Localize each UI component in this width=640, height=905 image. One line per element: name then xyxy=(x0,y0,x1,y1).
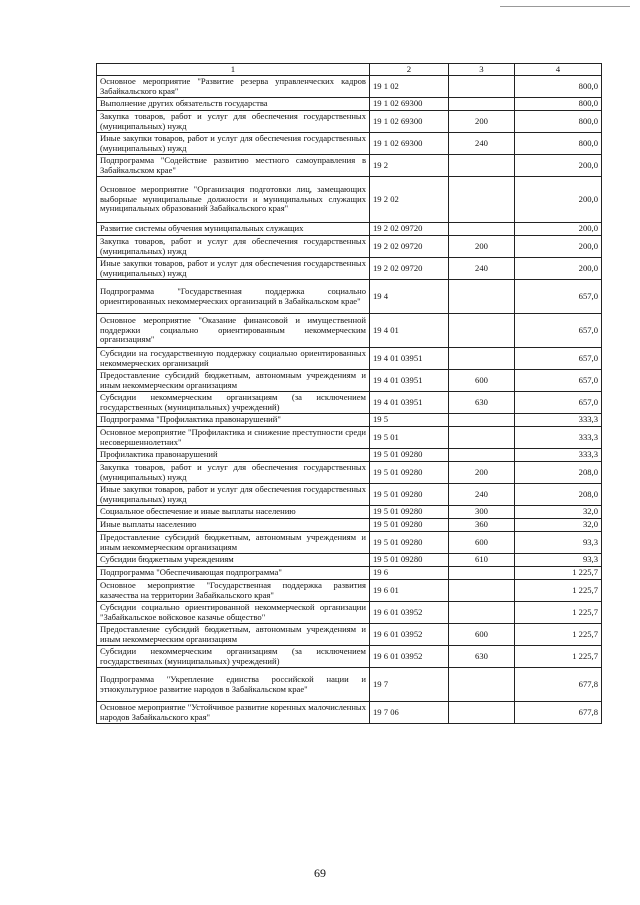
row-name: Подпрограмма "Обеспечивающая подпрограмма" xyxy=(97,567,370,580)
row-amount: 200,0 xyxy=(515,155,602,177)
row-name: Предоставление субсидий бюджетным, автономным учреждениям и иным некоммерческим организациям xyxy=(97,624,370,646)
table-row xyxy=(97,370,602,392)
row-expense-type xyxy=(449,76,515,98)
row-expense-type xyxy=(449,414,515,427)
row-expense-type: 240 xyxy=(449,133,515,155)
row-name: Закупка товаров, работ и услуг для обеспечения государственных (муниципальных) нужд xyxy=(97,462,370,484)
row-name: Иные закупки товаров, работ и услуг для обеспечения государственных (муниципальных) нужд xyxy=(97,258,370,280)
row-amount: 677,8 xyxy=(515,702,602,724)
row-expense-type xyxy=(449,314,515,348)
row-expense-type xyxy=(449,155,515,177)
row-amount: 1 225,7 xyxy=(515,646,602,668)
row-expense-type xyxy=(449,668,515,702)
row-name: Профилактика правонарушений xyxy=(97,449,370,462)
row-expense-type xyxy=(449,702,515,724)
table-row xyxy=(97,702,602,724)
table-row xyxy=(97,484,602,506)
row-amount: 200,0 xyxy=(515,236,602,258)
table-row xyxy=(97,462,602,484)
table-row xyxy=(97,280,602,314)
row-amount: 200,0 xyxy=(515,223,602,236)
row-expense-type: 600 xyxy=(449,624,515,646)
row-expense-type: 600 xyxy=(449,532,515,554)
row-expense-type: 200 xyxy=(449,111,515,133)
row-name: Иные выплаты населению xyxy=(97,519,370,532)
row-expense-type xyxy=(449,223,515,236)
row-expense-type: 200 xyxy=(449,462,515,484)
row-expense-type xyxy=(449,567,515,580)
table-row xyxy=(97,98,602,111)
row-expense-type: 360 xyxy=(449,519,515,532)
table-row xyxy=(97,532,602,554)
row-amount: 800,0 xyxy=(515,98,602,111)
row-amount: 200,0 xyxy=(515,177,602,223)
row-amount: 32,0 xyxy=(515,519,602,532)
row-expense-type xyxy=(449,348,515,370)
row-name: Основное мероприятие "Устойчивое развитие коренных малочисленных народов Забайкальского края" xyxy=(97,702,370,724)
row-code: 19 6 01 03952 xyxy=(370,624,449,646)
row-code: 19 6 01 03952 xyxy=(370,602,449,624)
table-body xyxy=(97,76,602,724)
row-name: Иные закупки товаров, работ и услуг для обеспечения государственных (муниципальных) нужд xyxy=(97,133,370,155)
row-name: Основное мероприятие "Развитие резерва управленческих кадров Забайкальского края" xyxy=(97,76,370,98)
row-amount: 657,0 xyxy=(515,280,602,314)
row-amount: 677,8 xyxy=(515,668,602,702)
table-row xyxy=(97,76,602,98)
row-code: 19 5 01 09280 xyxy=(370,449,449,462)
header-col-1: 1 xyxy=(97,64,370,76)
row-expense-type: 630 xyxy=(449,392,515,414)
table-row xyxy=(97,392,602,414)
row-expense-type: 200 xyxy=(449,236,515,258)
row-expense-type: 610 xyxy=(449,554,515,567)
row-name: Выполнение других обязательств государства xyxy=(97,98,370,111)
row-code: 19 4 01 xyxy=(370,314,449,348)
row-name: Основное мероприятие "Профилактика и снижение преступности среди несовершеннолетних" xyxy=(97,427,370,449)
row-expense-type: 240 xyxy=(449,484,515,506)
row-code: 19 2 02 xyxy=(370,177,449,223)
row-name: Основное мероприятие "Организация подготовки лиц, замещающих выборные муниципальные должности и муниципальных служащих муниципальных образований Забайкальского края" xyxy=(97,177,370,223)
row-code: 19 1 02 69300 xyxy=(370,98,449,111)
row-amount: 800,0 xyxy=(515,76,602,98)
table-row xyxy=(97,567,602,580)
row-name: Подпрограмма "Государственная поддержка социально ориентированных некоммерческих организаций в Забайкальском крае" xyxy=(97,280,370,314)
table-row xyxy=(97,348,602,370)
row-name: Подпрограмма "Укрепление единства российской нации и этнокультурное развитие народов в Забайкальском крае" xyxy=(97,668,370,702)
row-code: 19 1 02 xyxy=(370,76,449,98)
row-code: 19 7 06 xyxy=(370,702,449,724)
row-amount: 657,0 xyxy=(515,348,602,370)
table-row xyxy=(97,133,602,155)
table-row xyxy=(97,668,602,702)
row-expense-type xyxy=(449,427,515,449)
row-code: 19 5 01 09280 xyxy=(370,484,449,506)
row-expense-type xyxy=(449,602,515,624)
row-amount: 208,0 xyxy=(515,462,602,484)
row-code: 19 5 01 09280 xyxy=(370,506,449,519)
row-code: 19 1 02 69300 xyxy=(370,111,449,133)
table-row xyxy=(97,602,602,624)
table-row xyxy=(97,519,602,532)
table-row xyxy=(97,177,602,223)
row-code: 19 6 01 xyxy=(370,580,449,602)
row-expense-type xyxy=(449,177,515,223)
row-name: Развитие системы обучения муниципальных служащих xyxy=(97,223,370,236)
row-expense-type xyxy=(449,98,515,111)
row-code: 19 2 xyxy=(370,155,449,177)
table-header-row xyxy=(97,64,602,76)
row-amount: 200,0 xyxy=(515,258,602,280)
row-name: Субсидии социально ориентированной некоммерческой организации "Забайкальское войсковое казачье общество" xyxy=(97,602,370,624)
table-row xyxy=(97,646,602,668)
row-name: Субсидии некоммерческим организациям (за исключением государственных (муниципальных) учреждений) xyxy=(97,392,370,414)
table-row xyxy=(97,580,602,602)
table-row xyxy=(97,258,602,280)
row-name: Субсидии на государственную поддержку социально ориентированных некоммерческих организаций xyxy=(97,348,370,370)
row-name: Социальное обеспечение и иные выплаты населению xyxy=(97,506,370,519)
header-col-4: 4 xyxy=(515,64,602,76)
row-code: 19 5 01 xyxy=(370,427,449,449)
row-expense-type xyxy=(449,449,515,462)
row-code: 19 4 01 03951 xyxy=(370,370,449,392)
table-row xyxy=(97,414,602,427)
row-code: 19 1 02 69300 xyxy=(370,133,449,155)
row-code: 19 2 02 09720 xyxy=(370,223,449,236)
row-amount: 93,3 xyxy=(515,554,602,567)
row-code: 19 5 01 09280 xyxy=(370,519,449,532)
row-name: Закупка товаров, работ и услуг для обеспечения государственных (муниципальных) нужд xyxy=(97,111,370,133)
row-amount: 1 225,7 xyxy=(515,580,602,602)
row-name: Подпрограмма "Содействие развитию местного самоуправления в Забайкальском крае" xyxy=(97,155,370,177)
row-name: Иные закупки товаров, работ и услуг для обеспечения государственных (муниципальных) нужд xyxy=(97,484,370,506)
row-name: Предоставление субсидий бюджетным, автономным учреждениям и иным некоммерческим организациям xyxy=(97,370,370,392)
row-expense-type: 240 xyxy=(449,258,515,280)
table-row xyxy=(97,506,602,519)
table-row xyxy=(97,314,602,348)
row-amount: 93,3 xyxy=(515,532,602,554)
header-col-3: 3 xyxy=(449,64,515,76)
row-amount: 32,0 xyxy=(515,506,602,519)
table-row xyxy=(97,236,602,258)
header-col-2: 2 xyxy=(370,64,449,76)
row-amount: 1 225,7 xyxy=(515,624,602,646)
table-row xyxy=(97,449,602,462)
row-code: 19 2 02 09720 xyxy=(370,236,449,258)
row-expense-type xyxy=(449,280,515,314)
row-name: Закупка товаров, работ и услуг для обеспечения государственных (муниципальных) нужд xyxy=(97,236,370,258)
row-code: 19 5 01 09280 xyxy=(370,462,449,484)
table-row xyxy=(97,223,602,236)
page-number: 69 xyxy=(314,866,326,880)
table-row xyxy=(97,155,602,177)
row-name: Предоставление субсидий бюджетным, автономным учреждениям и иным некоммерческим организациям xyxy=(97,532,370,554)
row-expense-type: 300 xyxy=(449,506,515,519)
row-name: Основное мероприятие "Государственная поддержка развития казачества на территории Забайкальского края" xyxy=(97,580,370,602)
row-amount: 333,3 xyxy=(515,427,602,449)
row-expense-type: 600 xyxy=(449,370,515,392)
row-amount: 1 225,7 xyxy=(515,602,602,624)
row-amount: 657,0 xyxy=(515,370,602,392)
row-code: 19 6 01 03952 xyxy=(370,646,449,668)
row-name: Подпрограмма "Профилактика правонарушений" xyxy=(97,414,370,427)
row-code: 19 5 xyxy=(370,414,449,427)
row-amount: 800,0 xyxy=(515,111,602,133)
row-amount: 657,0 xyxy=(515,314,602,348)
row-amount: 800,0 xyxy=(515,133,602,155)
row-amount: 333,3 xyxy=(515,414,602,427)
row-expense-type: 630 xyxy=(449,646,515,668)
row-amount: 1 225,7 xyxy=(515,567,602,580)
row-code: 19 4 01 03951 xyxy=(370,348,449,370)
table-row xyxy=(97,624,602,646)
row-code: 19 4 01 03951 xyxy=(370,392,449,414)
row-code: 19 7 xyxy=(370,668,449,702)
row-code: 19 5 01 09280 xyxy=(370,532,449,554)
budget-table xyxy=(96,63,602,724)
top-rule xyxy=(500,6,630,7)
row-code: 19 2 02 09720 xyxy=(370,258,449,280)
row-code: 19 6 xyxy=(370,567,449,580)
table-row xyxy=(97,554,602,567)
table-row xyxy=(97,427,602,449)
row-name: Основное мероприятие "Оказание финансовой и имущественной поддержки социально ориентированным некоммерческим организациям" xyxy=(97,314,370,348)
row-amount: 657,0 xyxy=(515,392,602,414)
row-code: 19 5 01 09280 xyxy=(370,554,449,567)
row-amount: 208,0 xyxy=(515,484,602,506)
row-name: Субсидии некоммерческим организациям (за исключением государственных (муниципальных) учреждений) xyxy=(97,646,370,668)
row-code: 19 4 xyxy=(370,280,449,314)
row-name: Субсидии бюджетным учреждениям xyxy=(97,554,370,567)
row-expense-type xyxy=(449,580,515,602)
table-row xyxy=(97,111,602,133)
row-amount: 333,3 xyxy=(515,449,602,462)
